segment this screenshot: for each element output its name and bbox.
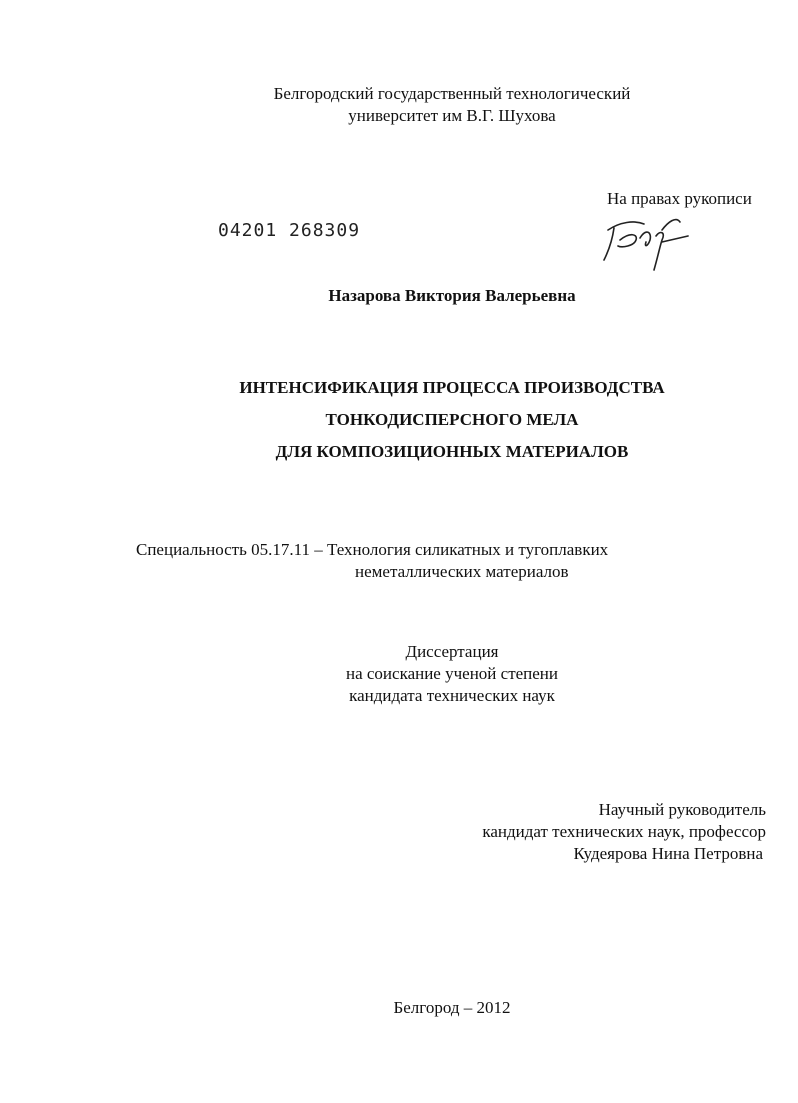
supervisor-line-2: кандидат технических наук, профессор (482, 822, 766, 841)
specialty-line-2: неметаллических материалов (355, 562, 569, 581)
author-name: Назарова Виктория Валерьевна (328, 286, 576, 305)
title-line-3: ДЛЯ КОМПОЗИЦИОННЫХ МАТЕРИАЛОВ (275, 442, 629, 461)
dissertation-line-2: на соискание ученой степени (345, 664, 559, 683)
registration-stamp: 04201 268309 (218, 220, 361, 241)
dissertation-line-1: Диссертация (405, 642, 499, 661)
university-line-1: Белгородский государственный технологический (273, 84, 631, 103)
university-line-2: университет им В.Г. Шухова (348, 106, 556, 125)
title-line-2: ТОНКОДИСПЕРСНОГО МЕЛА (325, 410, 579, 429)
specialty-line-1: Специальность 05.17.11 – Технология силикатных и тугоплавких (136, 540, 609, 559)
supervisor-line-1: Научный руководитель (598, 800, 766, 819)
signature-icon (600, 208, 695, 278)
dissertation-line-3: кандидата технических наук (349, 686, 555, 705)
rights-note: На правах рукописи (607, 189, 752, 208)
title-line-1: ИНТЕНСИФИКАЦИЯ ПРОЦЕССА ПРОИЗВОДСТВА (239, 378, 665, 397)
supervisor-line-3: Кудеярова Нина Петровна (573, 844, 763, 863)
city-year: Белгород – 2012 (393, 998, 511, 1017)
